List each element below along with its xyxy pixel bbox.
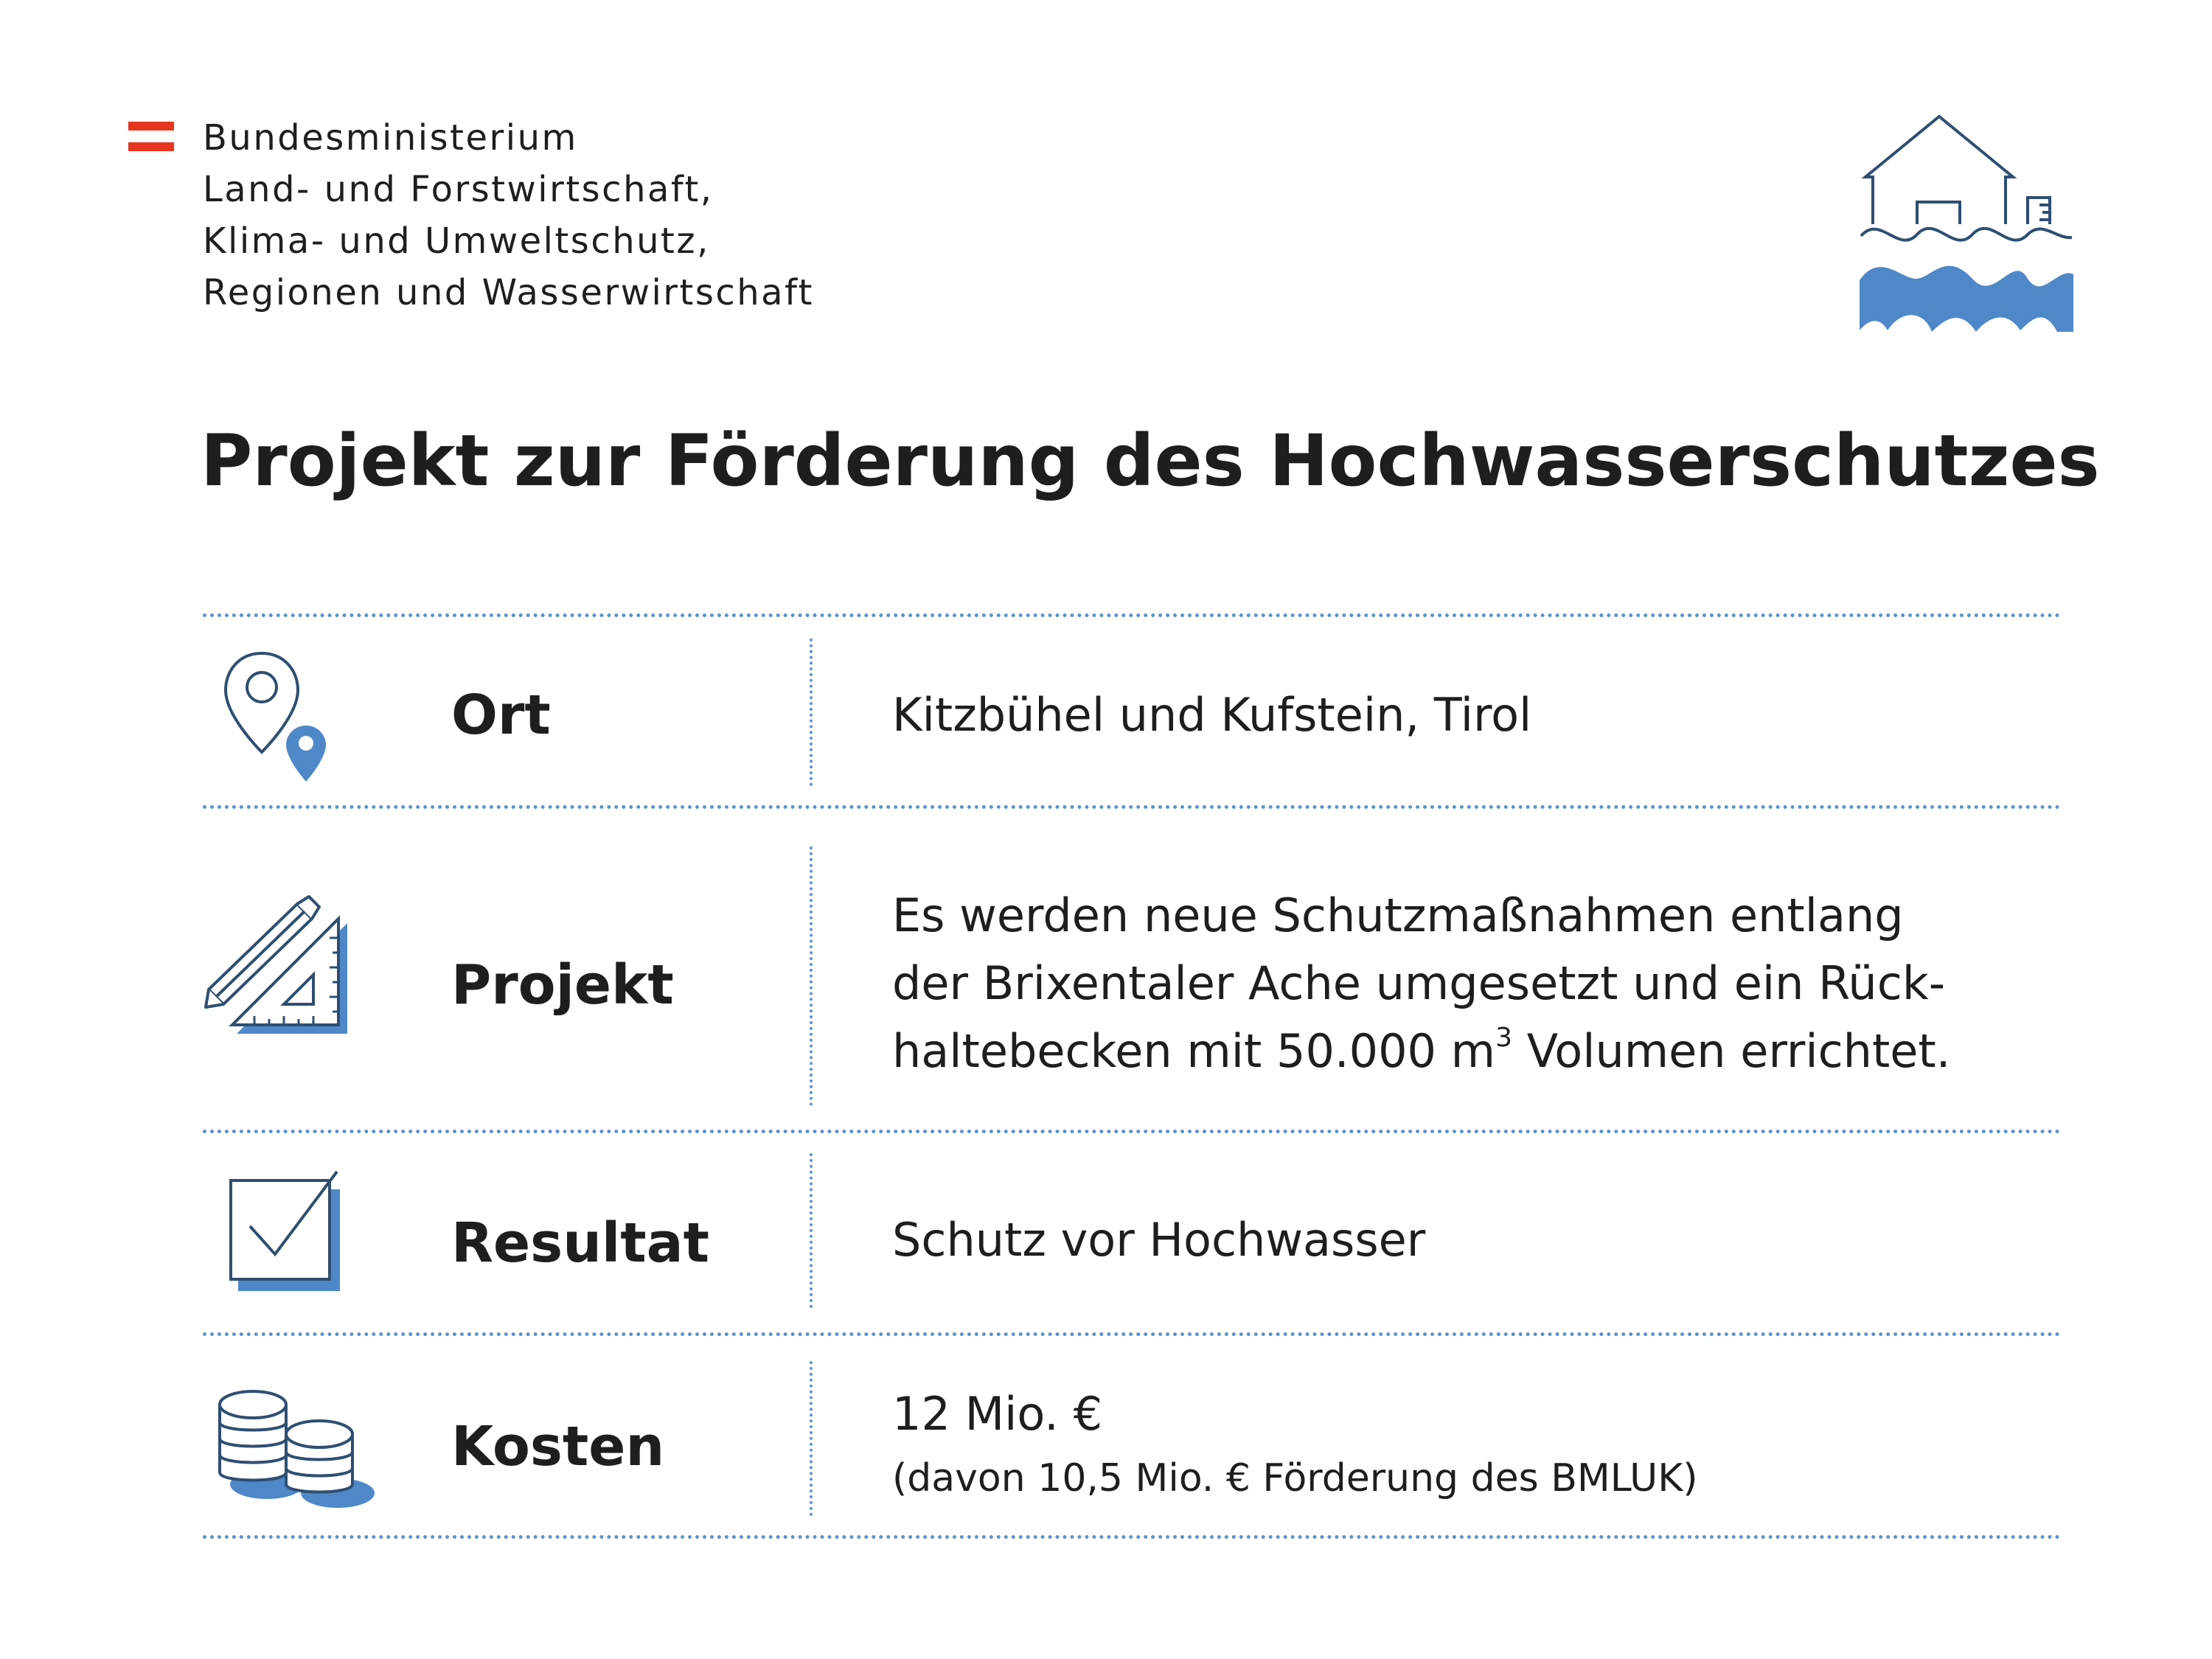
- row-note-kosten: (davon 10,5 Mio. € Förderung des BMLUK): [892, 1456, 1698, 1500]
- ministry-name-line-1: Bundesministerium: [203, 117, 578, 159]
- ruler-pencil-icon: [203, 894, 358, 1041]
- page-title: Projekt zur Förderung des Hochwasserschutzes: [201, 420, 2100, 502]
- ministry-name-line-4: Regionen und Wasserwirtschaft: [203, 272, 814, 313]
- row-label-projekt: Projekt: [451, 953, 674, 1017]
- row-value-projekt-line-2: der Brixentaler Ache umgesetzt und ein Rück-: [892, 956, 1946, 1010]
- row-value-projekt-line-3: haltebecken mit 50.000 $m^3$ Volumen errichtet.: [892, 1023, 1951, 1078]
- row-divider: [203, 613, 2061, 617]
- row-value-kosten: 12 Mio. €: [892, 1387, 1103, 1441]
- row-label-ort: Ort: [451, 684, 551, 747]
- location-pin-icon: [221, 649, 339, 789]
- column-divider: [810, 1361, 813, 1516]
- row-label-resultat: Resultat: [451, 1211, 709, 1275]
- row-value-projekt-line-1: Es werden neue Schutzmaßnahmen entlang: [892, 888, 1904, 942]
- row-divider: [203, 805, 2061, 809]
- column-divider: [810, 639, 813, 786]
- row-divider: [203, 1130, 2061, 1133]
- row-divider: [203, 1535, 2061, 1539]
- coins-icon: [214, 1382, 376, 1515]
- row-value-ort: Kitzbühel und Kufstein, Tirol: [892, 688, 1532, 742]
- row-divider: [203, 1332, 2061, 1336]
- austrian-flag-top-stripe: [128, 122, 174, 131]
- ministry-name-line-2: Land- und Forstwirtschaft,: [203, 169, 714, 210]
- flooded-house-icon: [1858, 111, 2079, 339]
- ministry-name-line-3: Klima- und Umweltschutz,: [203, 220, 710, 262]
- row-value-resultat: Schutz vor Hochwasser: [892, 1213, 1426, 1267]
- checkbox-icon: [225, 1169, 343, 1294]
- superscript-three: 3: [1495, 1023, 1512, 1053]
- column-divider: [810, 1153, 813, 1308]
- row-label-kosten: Kosten: [451, 1415, 665, 1478]
- column-divider: [810, 846, 813, 1106]
- austrian-flag-bottom-stripe: [128, 142, 174, 151]
